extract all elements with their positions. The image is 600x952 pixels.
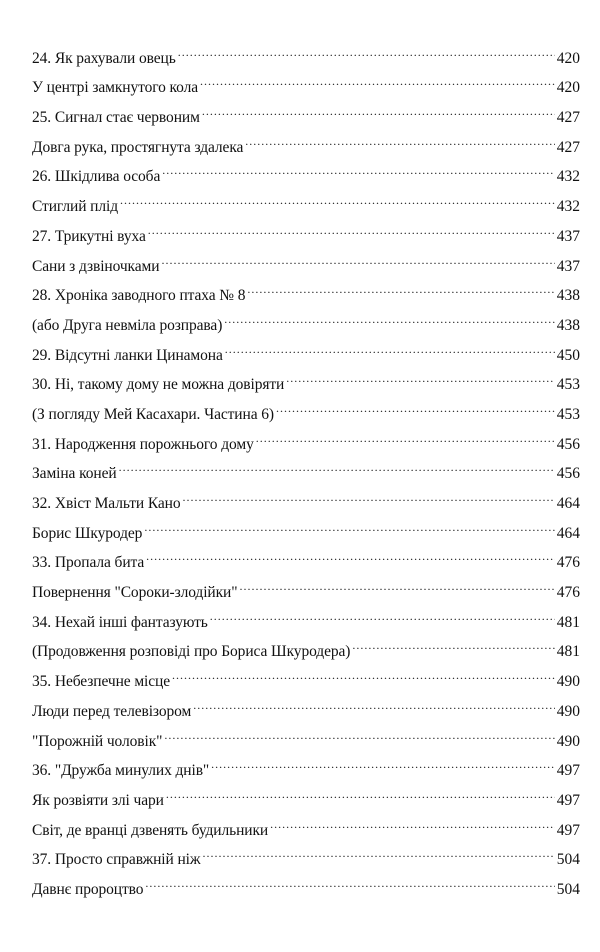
toc-entry-page: 432	[556, 168, 580, 186]
toc-entry-page: 453	[556, 405, 580, 423]
toc-entry-title: 24. Як рахували овець	[32, 49, 176, 67]
toc-leader-dots	[224, 300, 554, 330]
toc-entry-page: 437	[556, 227, 580, 245]
toc-entry-page: 438	[556, 316, 580, 334]
toc-entry-page: 450	[556, 346, 580, 364]
toc-leader-dots	[276, 389, 555, 419]
toc-leader-dots	[144, 508, 554, 538]
toc-entry-title: 37. Просто справжній ніж	[32, 851, 201, 869]
toc-leader-dots	[172, 656, 555, 686]
toc-entry-title: 33. Пропала бита	[32, 554, 145, 572]
toc-entry-page: 464	[556, 495, 580, 512]
toc-leader-dots	[286, 360, 555, 390]
toc-entry-title: 25. Сигнал стає червоним	[32, 109, 200, 127]
toc-entry-page: 456	[556, 465, 580, 483]
toc-entry-title: 28. Хроніка заводного птаха № 8	[32, 287, 246, 305]
toc-entry-page: 490	[556, 673, 580, 691]
toc-entry-page: 420	[556, 49, 580, 67]
toc-entry-title: 27. Трикутні вуха	[32, 227, 146, 245]
toc-leader-dots	[247, 271, 554, 301]
toc-leader-dots	[120, 181, 555, 211]
toc-entry-title: Сани з дзвіночками	[32, 257, 160, 275]
toc-entry-title: 35. Небезпечне місце	[32, 673, 170, 691]
toc-entry-title: 36. "Дружба минулих днів"	[32, 762, 210, 780]
toc-entry-page: 476	[556, 554, 580, 572]
toc-leader-dots	[211, 746, 555, 776]
toc-leader-dots	[162, 152, 555, 182]
toc-entry-page: 464	[556, 524, 580, 542]
toc-entry-title: Давнє пророцтво	[32, 880, 144, 898]
toc-entry-page: 456	[556, 435, 580, 453]
toc-leader-dots	[178, 33, 555, 63]
table-of-contents	[32, 33, 580, 898]
toc-entry-page: 504	[556, 851, 580, 869]
toc-entry-title: Повернення "Сороки-злодійки"	[32, 584, 238, 602]
toc-entry-page: 497	[556, 821, 580, 839]
toc-leader-dots	[225, 330, 555, 360]
toc-leader-dots	[146, 538, 555, 568]
toc-entry-title: Довга рука, простягнута здалека	[32, 138, 244, 156]
toc-entry-title: Як розвіяти злі чари	[32, 791, 164, 809]
toc-entry-title: Стиглий плід	[32, 198, 118, 216]
toc-entry-title: 34. Нехай інші фантазують	[32, 613, 208, 631]
toc-entry-page: 497	[556, 762, 580, 780]
toc-entry	[32, 33, 580, 67]
toc-leader-dots	[166, 775, 555, 805]
toc-leader-dots	[245, 122, 554, 152]
toc-entry-title: У центрі замкнутого кола	[32, 79, 199, 97]
toc-entry-page: 504	[556, 880, 580, 898]
toc-leader-dots	[145, 864, 554, 894]
toc-entry-title: (З погляду Мей Касахари. Частина 6)	[32, 405, 274, 423]
toc-leader-dots	[202, 835, 554, 865]
toc-entry-title: Борис Шкуродер	[32, 524, 143, 542]
toc-leader-dots	[202, 92, 555, 122]
toc-entry-title: "Порожній чоловік"	[32, 732, 163, 750]
toc-entry-title: 32. Хвіст Мальти Кано	[32, 495, 181, 512]
toc-entry-page: 481	[556, 613, 580, 631]
toc-entry-title: Заміна коней	[32, 465, 117, 483]
toc-entry-title: 30. Ні, такому дому не можна довіряти	[32, 376, 285, 394]
toc-leader-dots	[352, 627, 554, 657]
toc-leader-dots	[148, 211, 555, 241]
toc-leader-dots	[183, 478, 555, 508]
toc-entry-page: 490	[556, 702, 580, 720]
toc-leader-dots	[119, 449, 555, 479]
toc-leader-dots	[270, 805, 555, 835]
toc-entry-page: 476	[556, 584, 580, 602]
toc-entry-page: 420	[556, 79, 580, 97]
toc-entry-page: 427	[556, 109, 580, 127]
toc-entry-title: Люди перед телевізором	[32, 702, 192, 720]
toc-entry-page: 438	[556, 287, 580, 305]
toc-entry-page: 497	[556, 791, 580, 809]
toc-entry-title: (або Друга невміла розправа)	[32, 316, 223, 334]
toc-leader-dots	[161, 241, 554, 271]
toc-entry-page: 490	[556, 732, 580, 750]
toc-entry-title: 29. Відсутні ланки Цинамона	[32, 346, 223, 364]
toc-entry-title: (Продовження розповіді про Бориса Шкуродера)	[32, 643, 351, 661]
toc-entry-page: 427	[556, 138, 580, 156]
toc-leader-dots	[200, 63, 555, 93]
toc-entry-page: 453	[556, 376, 580, 394]
toc-leader-dots	[256, 419, 555, 449]
toc-leader-dots	[210, 597, 555, 627]
toc-entry-title: 31. Народження порожнього дому	[32, 435, 254, 453]
toc-leader-dots	[193, 686, 555, 716]
toc-entry-page: 481	[556, 643, 580, 661]
toc-entry-page: 432	[556, 198, 580, 216]
toc-leader-dots	[239, 567, 554, 597]
toc-entry-page: 437	[556, 257, 580, 275]
toc-entry-title: 26. Шкідлива особа	[32, 168, 161, 186]
toc-leader-dots	[164, 716, 554, 746]
toc-entry-title: Світ, де вранці дзвенять будильники	[32, 821, 269, 839]
